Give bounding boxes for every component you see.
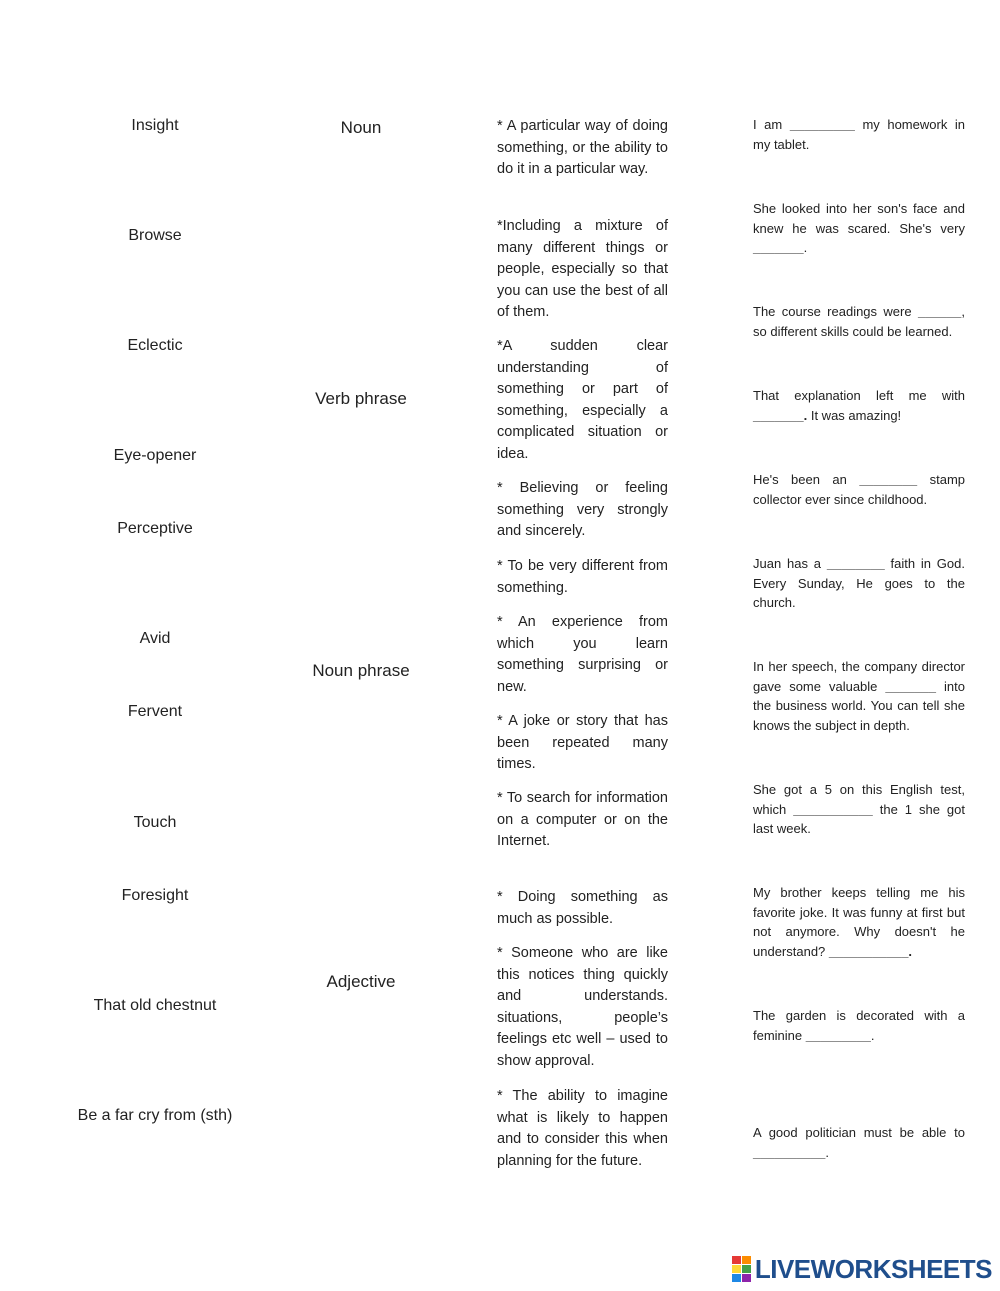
answer-blank[interactable]: _______. <box>753 407 808 423</box>
answer-blank[interactable]: ________ <box>859 472 918 487</box>
part-of-speech-adjective: Adjective <box>326 972 396 991</box>
answer-blank[interactable]: ___________ <box>793 801 873 817</box>
answer-blank[interactable]: _______ <box>885 678 937 694</box>
sentence-item: The course readings were ______, so different skills could be learned. <box>753 304 965 339</box>
sentence-item: A good politician must be able to __________. <box>753 1125 965 1160</box>
answer-blank[interactable]: _________ <box>789 117 855 132</box>
definition-item: * An experience from which you learn something surprising or new. <box>497 614 668 695</box>
sentence-item: She looked into her son's face and knew he was scared. She's very _______. <box>753 201 965 255</box>
answer-blank[interactable]: ______ <box>917 304 962 319</box>
sentence-item: In her speech, the company director gave some valuable _______ into the business world. You can tell she knows the subject in depth. <box>753 659 965 733</box>
liveworksheets-logo[interactable] <box>732 1255 992 1283</box>
word-item: Avid <box>139 630 171 647</box>
word-item: Insight <box>131 117 179 134</box>
word-item: Fervent <box>127 703 183 720</box>
sentence-item: The garden is decorated with a feminine _________. <box>753 1008 965 1043</box>
logo-square <box>732 1274 741 1282</box>
logo-square <box>742 1256 751 1264</box>
word-item: Eye-opener <box>113 447 197 464</box>
logo-squares-icon <box>732 1256 751 1282</box>
word-item: Foresight <box>121 887 189 904</box>
definition-item: * To search for information on a computer or on the Internet. <box>497 790 668 849</box>
answer-blank[interactable]: _________ <box>805 1027 871 1043</box>
definition-item: * Doing something as much as possible. <box>497 889 668 927</box>
logo-square <box>732 1265 741 1273</box>
logo-square <box>742 1265 751 1273</box>
answer-blank[interactable]: _______ <box>753 240 804 255</box>
sentence-item: I am _________ my homework in my tablet. <box>753 117 965 152</box>
logo-square <box>742 1274 751 1282</box>
word-item: Perceptive <box>117 520 193 537</box>
definition-item: * A particular way of doing something, or the ability to do it in a particular way. <box>497 118 668 177</box>
answer-blank[interactable]: __________ <box>753 1144 826 1160</box>
word-item: Eclectic <box>127 337 183 354</box>
part-of-speech-verb-phrase: Verb phrase <box>315 389 407 408</box>
word-item: Be a far cry from (sth) <box>77 1107 233 1124</box>
answer-blank[interactable]: ________ <box>826 556 885 571</box>
definition-item: * A joke or story that has been repeated many times. <box>497 713 668 772</box>
definition-item: * To be very different from something. <box>497 558 668 596</box>
definition-item: * The ability to imagine what is likely to happen and to consider this when planning for the future. <box>497 1088 668 1169</box>
definition-item: * Believing or feeling something very strongly and sincerely. <box>497 480 668 539</box>
definition-item: *Including a mixture of many different things or people, especially so that you can use the best of all of them. <box>497 218 668 320</box>
word-item: That old chestnut <box>93 997 217 1014</box>
word-item: Browse <box>128 227 182 244</box>
word-item: Touch <box>133 814 177 831</box>
logo-text: LIVEWORKSHEETS <box>754 1253 992 1284</box>
sentence-item: Juan has a ________ faith in God. Every Sunday, He goes to the church. <box>753 556 965 610</box>
definition-item: * Someone who are like this notices thing quickly and understands. situations, people’s feelings etc well – used to show approval. <box>497 945 668 1069</box>
definition-item: *A sudden clear understanding of something or part of something, especially a complicated situation or idea. <box>497 338 668 462</box>
part-of-speech-noun-phrase: Noun phrase <box>312 661 410 680</box>
answer-blank[interactable]: ___________. <box>828 943 913 959</box>
sentence-item: That explanation left me with _______. It was amazing! <box>753 388 965 423</box>
sentence-item: My brother keeps telling me his favorite joke. It was funny at first but not anymore. Why doesn't he understand? ___________. <box>753 885 965 959</box>
part-of-speech-noun: Noun <box>340 118 382 137</box>
logo-square <box>732 1256 741 1264</box>
sentence-item: She got a 5 on this English test, which ___________ the 1 she got last week. <box>753 782 965 836</box>
sentence-item: He's been an ________ stamp collector ever since childhood. <box>753 472 965 507</box>
